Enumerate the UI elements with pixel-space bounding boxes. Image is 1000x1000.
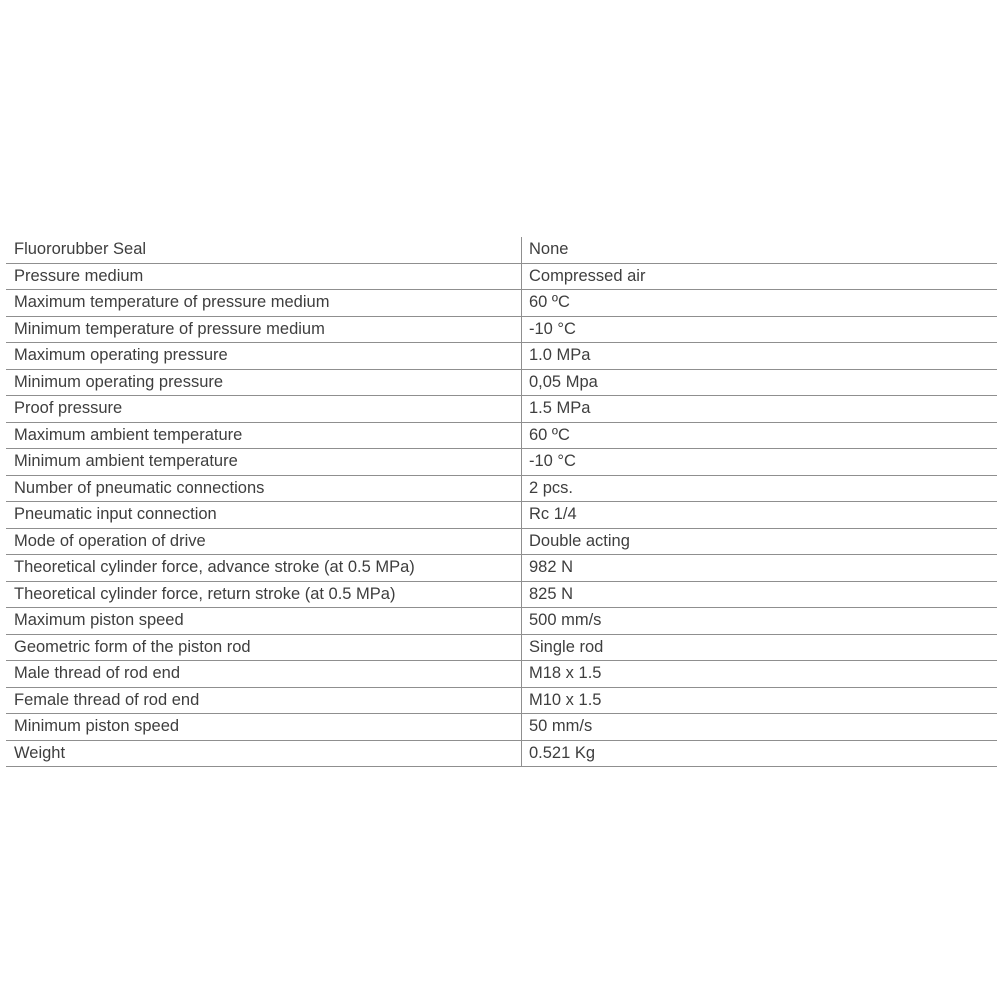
spec-label: Theoretical cylinder force, advance stroke (at 0.5 MPa) bbox=[6, 555, 522, 582]
spec-value: 1.5 MPa bbox=[522, 396, 998, 423]
spec-row-max-temp-pressure-medium bbox=[6, 290, 997, 317]
spec-row-pneumatic-input-connection bbox=[6, 502, 997, 529]
product-spec-table bbox=[6, 237, 997, 767]
spec-label: Pneumatic input connection bbox=[6, 502, 522, 529]
spec-row-cylinder-force-advance bbox=[6, 555, 997, 582]
spec-value: -10 °C bbox=[522, 449, 998, 476]
spec-row-proof-pressure bbox=[6, 396, 997, 423]
spec-row-male-thread-rod-end bbox=[6, 661, 997, 688]
spec-label: Pressure medium bbox=[6, 263, 522, 290]
spec-label: Maximum piston speed bbox=[6, 608, 522, 635]
spec-row-weight bbox=[6, 740, 997, 767]
spec-value: 60 ºC bbox=[522, 290, 998, 317]
spec-row-min-temp-pressure-medium bbox=[6, 316, 997, 343]
spec-label: Fluororubber Seal bbox=[6, 237, 522, 263]
spec-label: Maximum temperature of pressure medium bbox=[6, 290, 522, 317]
spec-value: Compressed air bbox=[522, 263, 998, 290]
spec-value: 825 N bbox=[522, 581, 998, 608]
spec-label: Weight bbox=[6, 740, 522, 767]
spec-value: 500 mm/s bbox=[522, 608, 998, 635]
spec-label: Proof pressure bbox=[6, 396, 522, 423]
spec-value: Rc 1/4 bbox=[522, 502, 998, 529]
spec-row-mode-of-operation bbox=[6, 528, 997, 555]
spec-label: Minimum operating pressure bbox=[6, 369, 522, 396]
spec-value: 2 pcs. bbox=[522, 475, 998, 502]
spec-row-pressure-medium bbox=[6, 263, 997, 290]
spec-label: Geometric form of the piston rod bbox=[6, 634, 522, 661]
spec-row-female-thread-rod-end bbox=[6, 687, 997, 714]
spec-value: 982 N bbox=[522, 555, 998, 582]
spec-label: Minimum ambient temperature bbox=[6, 449, 522, 476]
spec-value: None bbox=[522, 237, 998, 263]
spec-value: 0,05 Mpa bbox=[522, 369, 998, 396]
spec-value: 0.521 Kg bbox=[522, 740, 998, 767]
spec-label: Female thread of rod end bbox=[6, 687, 522, 714]
spec-value: M10 x 1.5 bbox=[522, 687, 998, 714]
spec-label: Maximum operating pressure bbox=[6, 343, 522, 370]
spec-label: Minimum temperature of pressure medium bbox=[6, 316, 522, 343]
spec-label: Theoretical cylinder force, return stroke (at 0.5 MPa) bbox=[6, 581, 522, 608]
spec-row-min-ambient-temperature bbox=[6, 449, 997, 476]
spec-value: Double acting bbox=[522, 528, 998, 555]
spec-label: Mode of operation of drive bbox=[6, 528, 522, 555]
spec-value: 50 mm/s bbox=[522, 714, 998, 741]
spec-value: 60 ºC bbox=[522, 422, 998, 449]
spec-value: -10 °C bbox=[522, 316, 998, 343]
spec-row-number-pneumatic-connections bbox=[6, 475, 997, 502]
spec-row-geometric-form-piston-rod bbox=[6, 634, 997, 661]
spec-row-max-operating-pressure bbox=[6, 343, 997, 370]
spec-value: 1.0 MPa bbox=[522, 343, 998, 370]
spec-row-min-operating-pressure bbox=[6, 369, 997, 396]
spec-label: Number of pneumatic connections bbox=[6, 475, 522, 502]
spec-value: M18 x 1.5 bbox=[522, 661, 998, 688]
spec-label: Male thread of rod end bbox=[6, 661, 522, 688]
spec-label: Minimum piston speed bbox=[6, 714, 522, 741]
spec-row-max-piston-speed bbox=[6, 608, 997, 635]
spec-row-max-ambient-temperature bbox=[6, 422, 997, 449]
spec-row-fluororubber-seal bbox=[6, 237, 997, 263]
spec-label: Maximum ambient temperature bbox=[6, 422, 522, 449]
spec-value: Single rod bbox=[522, 634, 998, 661]
spec-row-cylinder-force-return bbox=[6, 581, 997, 608]
spec-table-body bbox=[6, 237, 997, 767]
spec-row-min-piston-speed bbox=[6, 714, 997, 741]
